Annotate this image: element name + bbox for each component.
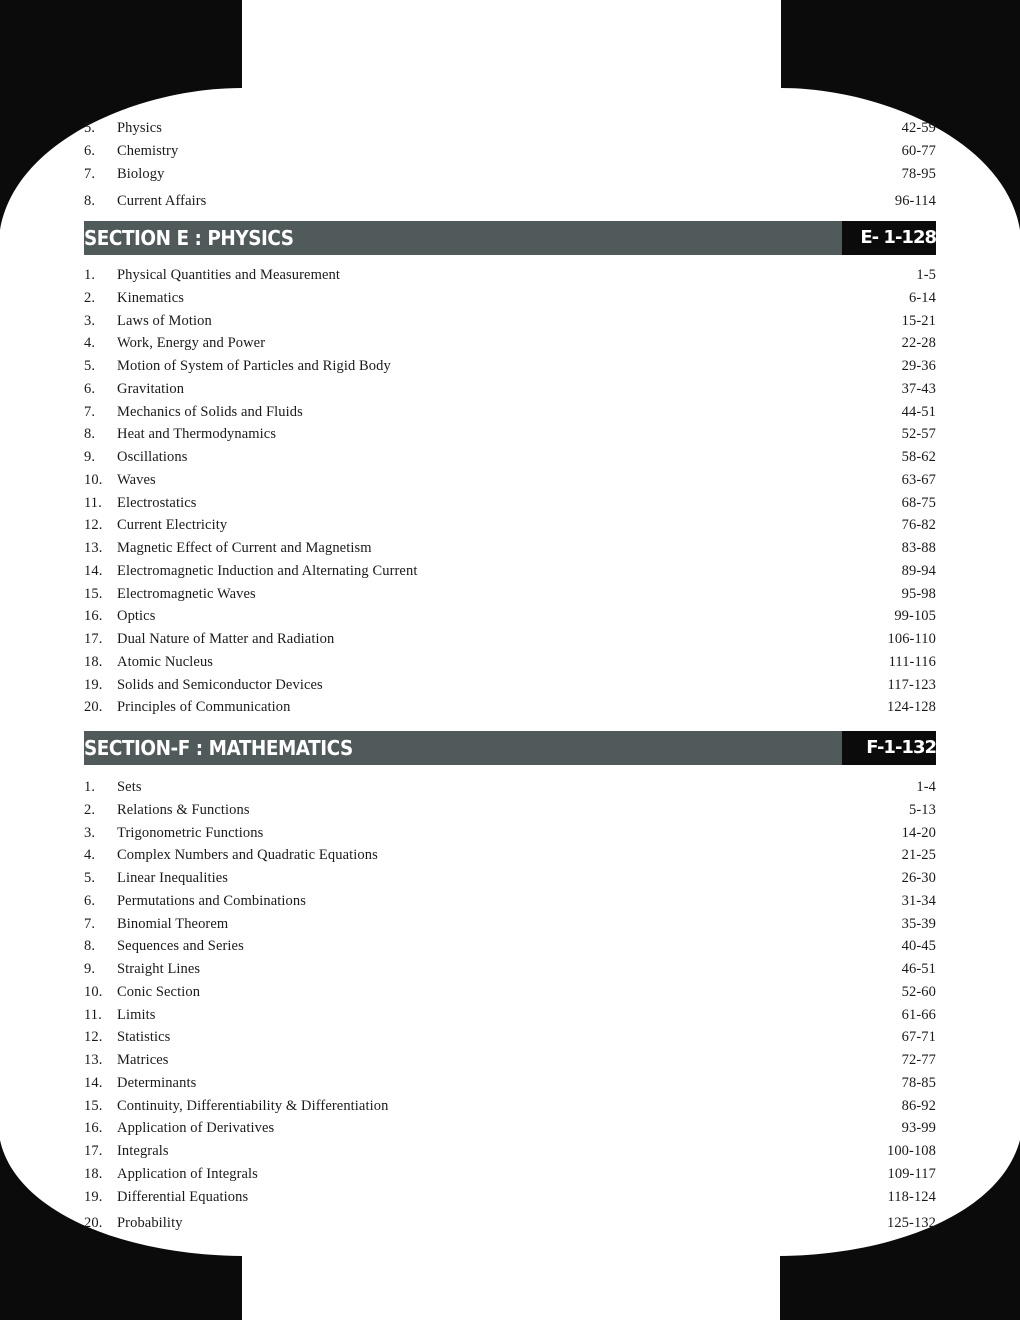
entry-num: 5. [84, 358, 96, 374]
toc-entry[interactable] [84, 355, 936, 378]
entry-num: 9. [84, 449, 96, 465]
entry-num: 10. [84, 983, 103, 1000]
entry-pages: 60-77 [901, 142, 936, 159]
entry-title: Electromagnetic Waves [117, 585, 256, 602]
entry-num: 3. [84, 312, 96, 329]
toc-entry[interactable] [84, 1026, 936, 1049]
entry-pages: 125-132 [886, 1215, 936, 1232]
entry-title: Current Affairs [117, 193, 207, 210]
entry-num: 13. [84, 540, 103, 556]
entry-title: Waves [117, 471, 156, 488]
toc-entry[interactable] [84, 651, 936, 674]
entry-pages: 63-67 [901, 471, 936, 488]
entry-pages: 21-25 [901, 847, 936, 864]
entry-num: 5. [84, 120, 96, 136]
entry-num: 15. [84, 585, 103, 602]
entry-title: Principles of Communication [117, 699, 291, 716]
entry-title: Probability [117, 1215, 183, 1232]
entry-title: Determinants [117, 1074, 197, 1091]
entry-pages: 40-45 [901, 938, 936, 955]
entry-pages: 58-62 [901, 449, 936, 465]
entry-num: 8. [84, 938, 96, 955]
toc-entry[interactable] [84, 583, 936, 606]
entry-pages: 106-110 [887, 631, 936, 647]
toc-entry[interactable] [84, 981, 936, 1004]
entry-num: 4. [84, 335, 96, 352]
entry-title: Permutations and Combinations [117, 892, 306, 909]
entry-num: 8. [84, 193, 96, 210]
entry-pages: 99-105 [894, 608, 936, 625]
entry-num: 7. [84, 165, 96, 182]
entry-num: 20. [84, 699, 103, 716]
toc-entry[interactable] [84, 1140, 936, 1163]
entry-num: 9. [84, 961, 96, 977]
entry-num: 14. [84, 1074, 103, 1091]
entry-title: Relations & Functions [117, 801, 250, 818]
entry-pages: 6-14 [909, 289, 936, 306]
entry-pages: 35-39 [901, 915, 936, 932]
entry-pages: 46-51 [901, 961, 936, 977]
entry-pages: 68-75 [901, 494, 936, 511]
entry-num: 7. [84, 915, 96, 932]
entry-title: Gravitation [117, 380, 185, 397]
entry-title: Matrices [117, 1052, 169, 1068]
entry-pages: 72-77 [901, 1052, 936, 1068]
entry-title: Chemistry [117, 142, 179, 159]
entry-title: Work, Energy and Power [117, 335, 266, 352]
toc-entry[interactable] [84, 674, 936, 697]
entry-pages: 83-88 [901, 540, 936, 556]
entry-title: Binomial Theorem [117, 915, 229, 932]
toc-entry[interactable] [84, 1095, 936, 1118]
entry-num: 1. [84, 267, 96, 283]
toc-entry[interactable] [84, 628, 936, 651]
toc-entry[interactable] [84, 140, 936, 163]
toc-entry[interactable] [84, 913, 936, 936]
section-page-range: E- 1-128 [842, 221, 936, 255]
entry-pages: 52-57 [901, 426, 936, 443]
entry-pages: 124-128 [886, 699, 936, 716]
entry-pages: 1-4 [916, 779, 936, 795]
toc-entry[interactable] [84, 378, 936, 401]
toc-list-mathematics [84, 776, 936, 1235]
entry-pages: 1-5 [916, 267, 936, 283]
entry-title: Sets [117, 779, 142, 795]
toc-entry[interactable] [84, 537, 936, 560]
entry-pages: 15-21 [901, 312, 936, 329]
toc-entry[interactable] [84, 1072, 936, 1095]
entry-pages: 37-43 [901, 380, 936, 397]
toc-entry[interactable] [84, 117, 936, 140]
entry-title: Statistics [117, 1029, 171, 1046]
entry-pages: 78-85 [901, 1074, 936, 1091]
entry-title: Straight Lines [117, 961, 201, 977]
entry-pages: 118-124 [887, 1188, 936, 1205]
entry-title: Electromagnetic Induction and Alternating Current [117, 562, 418, 579]
entry-num: 4. [84, 847, 96, 864]
entry-pages: 67-71 [901, 1029, 936, 1046]
entry-pages: 5-13 [909, 801, 936, 818]
toc-entry[interactable] [84, 1117, 936, 1140]
toc-entry[interactable] [84, 776, 936, 799]
entry-num: 7. [84, 403, 96, 420]
entry-pages: 86-92 [901, 1097, 936, 1114]
entry-title: Atomic Nucleus [117, 653, 214, 670]
toc-entry[interactable] [84, 605, 936, 628]
toc-entry[interactable] [84, 844, 936, 867]
section-title: SECTION-F : MATHEMATICS [84, 736, 353, 760]
entry-num: 2. [84, 289, 96, 306]
entry-num: 19. [84, 1188, 103, 1205]
entry-title: Magnetic Effect of Current and Magnetism [117, 540, 372, 556]
section-title: SECTION E : PHYSICS [84, 226, 294, 250]
entry-title: Sequences and Series [117, 938, 244, 955]
toc-entry[interactable] [84, 867, 936, 890]
toc-list-previous-section [84, 117, 936, 213]
entry-title: Trigonometric Functions [117, 824, 264, 841]
toc-entry[interactable] [84, 958, 936, 981]
entry-num: 17. [84, 1143, 103, 1159]
entry-num: 6. [84, 380, 96, 397]
toc-entry[interactable] [84, 401, 936, 424]
entry-num: 10. [84, 471, 103, 488]
entry-pages: 117-123 [887, 676, 936, 693]
entry-pages: 31-34 [901, 892, 936, 909]
entry-title: Dual Nature of Matter and Radiation [117, 631, 335, 647]
entry-title: Conic Section [117, 983, 201, 1000]
toc-entry[interactable] [84, 1163, 936, 1186]
entry-pages: 61-66 [901, 1006, 936, 1023]
entry-title: Heat and Thermodynamics [117, 426, 277, 443]
entry-title: Complex Numbers and Quadratic Equations [117, 847, 378, 864]
entry-pages: 14-20 [901, 824, 936, 841]
entry-pages: 76-82 [901, 517, 936, 534]
entry-title: Limits [117, 1006, 156, 1023]
toc-entry[interactable] [84, 492, 936, 515]
entry-title: Optics [117, 608, 156, 625]
toc-entry[interactable] [84, 822, 936, 845]
entry-pages: 42-59 [901, 120, 936, 136]
entry-num: 19. [84, 676, 103, 693]
entry-num: 13. [84, 1052, 103, 1068]
entry-title: Current Electricity [117, 517, 228, 534]
toc-entry[interactable] [84, 190, 936, 213]
toc-entry[interactable] [84, 935, 936, 958]
entry-pages: 44-51 [901, 403, 936, 420]
entry-title: Motion of System of Particles and Rigid Body [117, 358, 391, 374]
entry-title: Biology [117, 165, 165, 182]
toc-entry[interactable] [84, 514, 936, 537]
entry-title: Physics [117, 120, 163, 136]
toc-entry[interactable] [84, 163, 936, 186]
entry-pages: 111-116 [888, 653, 936, 670]
toc-entry[interactable] [84, 446, 936, 469]
entry-pages: 52-60 [901, 983, 936, 1000]
entry-title: Electrostatics [117, 494, 197, 511]
section-header-physics [84, 221, 936, 255]
toc-entry[interactable] [84, 696, 936, 719]
entry-pages: 95-98 [901, 585, 936, 602]
entry-num: 1. [84, 779, 96, 795]
entry-pages: 26-30 [901, 870, 936, 886]
entry-num: 6. [84, 142, 96, 159]
toc-entry[interactable] [84, 264, 936, 287]
entry-title: Application of Derivatives [117, 1120, 275, 1137]
toc-entry[interactable] [84, 1049, 936, 1072]
toc-list-physics [84, 264, 936, 719]
entry-title: Differential Equations [117, 1188, 249, 1205]
entry-pages: 93-99 [901, 1120, 936, 1137]
entry-num: 14. [84, 562, 103, 579]
entry-num: 3. [84, 824, 96, 841]
entry-pages: 100-108 [886, 1143, 936, 1159]
entry-title: Integrals [117, 1143, 169, 1159]
toc-entry[interactable] [84, 332, 936, 355]
entry-num: 11. [84, 494, 102, 511]
entry-title: Laws of Motion [117, 312, 212, 329]
entry-title: Solids and Semiconductor Devices [117, 676, 323, 693]
entry-num: 20. [84, 1215, 103, 1232]
entry-title: Kinematics [117, 289, 185, 306]
entry-num: 5. [84, 870, 96, 886]
entry-pages: 89-94 [901, 562, 936, 579]
entry-title: Oscillations [117, 449, 188, 465]
toc-entry[interactable] [84, 560, 936, 583]
toc-entry[interactable] [84, 799, 936, 822]
toc-entry[interactable] [84, 890, 936, 913]
entry-title: Continuity, Differentiability & Differentiation [117, 1097, 389, 1114]
entry-num: 18. [84, 1165, 103, 1182]
toc-entry[interactable] [84, 1004, 936, 1027]
entry-num: 15. [84, 1097, 103, 1114]
entry-num: 8. [84, 426, 96, 443]
section-header-mathematics [84, 731, 936, 765]
section-page-range: F-1-132 [842, 731, 936, 765]
toc-entry[interactable] [84, 469, 936, 492]
entry-num: 6. [84, 892, 96, 909]
toc-entry[interactable] [84, 423, 936, 446]
entry-pages: 78-95 [901, 165, 936, 182]
entry-num: 16. [84, 608, 103, 625]
entry-num: 18. [84, 653, 103, 670]
entry-pages: 109-117 [887, 1165, 936, 1182]
toc-entry[interactable] [84, 287, 936, 310]
entry-num: 12. [84, 1029, 103, 1046]
entry-title: Application of Integrals [117, 1165, 258, 1182]
entry-title: Mechanics of Solids and Fluids [117, 403, 303, 420]
entry-pages: 22-28 [901, 335, 936, 352]
entry-num: 2. [84, 801, 96, 818]
toc-entry[interactable] [84, 1186, 936, 1209]
entry-num: 12. [84, 517, 103, 534]
toc-entry[interactable] [84, 310, 936, 333]
entry-title: Physical Quantities and Measurement [117, 267, 340, 283]
entry-num: 11. [84, 1006, 102, 1023]
entry-num: 16. [84, 1120, 103, 1137]
entry-pages: 29-36 [901, 358, 936, 374]
entry-num: 17. [84, 631, 103, 647]
entry-title: Linear Inequalities [117, 870, 229, 886]
entry-pages: 96-114 [894, 193, 936, 210]
toc-entry[interactable] [84, 1212, 936, 1235]
